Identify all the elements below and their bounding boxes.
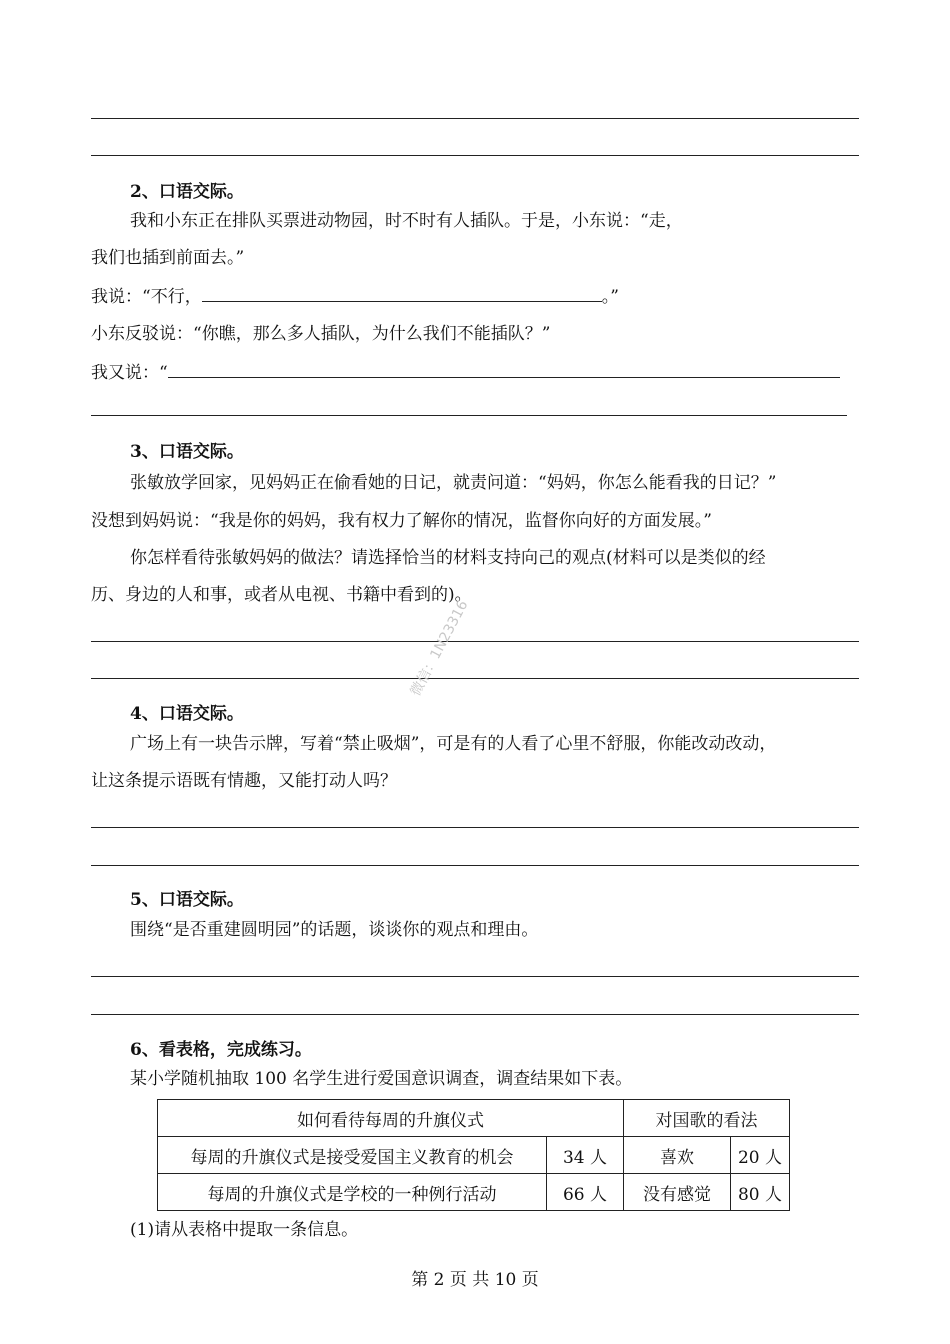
table-cell: 34 人 [547,1137,624,1174]
table-cell: 每周的升旗仪式是学校的一种例行活动 [158,1174,547,1211]
question-2-me-again [91,363,840,382]
table-cell: 没有感觉 [624,1174,731,1211]
question-6-sub-1: (1)请从表格中提取一条信息。 [130,1220,359,1240]
question-5-text-line: 围绕“是否重建圆明园”的话题，谈谈你的观点和理由。 [130,920,539,940]
question-3-text-line: 没想到妈妈说：“我是你的妈妈，我有权力了解你的情况，监督你向好的方面发展。” [91,511,712,531]
question-2-text-line: 我和小东正在排队买票进动物园，时不时有人插队。于是，小东说：“走， [130,211,683,231]
question-6-title: 6、看表格，完成练习。 [130,1040,312,1060]
question-2-xiaodong: 小东反驳说：“你瞧，那么多人插队，为什么我们不能插队？” [91,324,551,344]
survey-table [157,1099,790,1211]
question-4-title: 4、口语交际。 [130,704,244,724]
answer-line [91,118,859,119]
question-5-title: 5、口语交际。 [130,890,244,910]
answer-line[interactable] [91,678,859,679]
page-footer: 第 2 页 共 10 页 [411,1270,539,1290]
question-3-title: 3、口语交际。 [130,442,244,462]
answer-line[interactable] [91,865,859,866]
table-cell: 66 人 [547,1174,624,1211]
table-cell: 每周的升旗仪式是接受爱国主义教育的机会 [158,1137,547,1174]
table-row [158,1174,790,1211]
answer-line [91,155,859,156]
me-say-prefix: 我说：“不行， [91,287,202,307]
answer-line[interactable] [91,641,859,642]
question-4-text-line: 让这条提示语既有情趣，又能打动人吗？ [91,771,397,791]
question-3-text-line: 你怎样看待张敏妈妈的做法？请选择恰当的材料支持向己的观点(材料可以是类似的经 [130,548,766,568]
me-again-prefix: 我又说：“ [91,363,168,383]
table-header-row [158,1100,790,1137]
watermark: 微信：1N23316 [407,597,472,699]
table-row [158,1137,790,1174]
question-6-intro: 某小学随机抽取 100 名学生进行爱国意识调查，调查结果如下表。 [130,1069,633,1089]
table-cell: 80 人 [731,1174,790,1211]
answer-line[interactable] [91,976,859,977]
question-2-me-say [91,287,619,306]
me-say-suffix: 。” [601,287,619,307]
table-cell: 喜欢 [624,1137,731,1174]
answer-line[interactable] [91,415,847,416]
answer-line[interactable] [91,1014,859,1015]
table-header-cell: 如何看待每周的升旗仪式 [158,1100,624,1137]
me-say-blank[interactable] [202,287,602,302]
answer-line[interactable] [91,827,859,828]
me-again-blank[interactable] [168,363,840,378]
question-3-text-line: 张敏放学回家，见妈妈正在偷看她的日记，就责问道：“妈妈，你怎么能看我的日记？” [130,473,777,493]
question-3-text-line: 历、身边的人和事，或者从电视、书籍中看到的)。 [91,585,472,605]
table-cell: 20 人 [731,1137,790,1174]
question-4-text-line: 广场上有一块告示牌，写着“禁止吸烟”，可是有的人看了心里不舒服，你能改动改动， [130,734,777,754]
question-2-text-line: 我们也插到前面去。” [91,248,245,268]
question-2-title: 2、口语交际。 [130,182,244,202]
table-header-cell: 对国歌的看法 [624,1100,790,1137]
